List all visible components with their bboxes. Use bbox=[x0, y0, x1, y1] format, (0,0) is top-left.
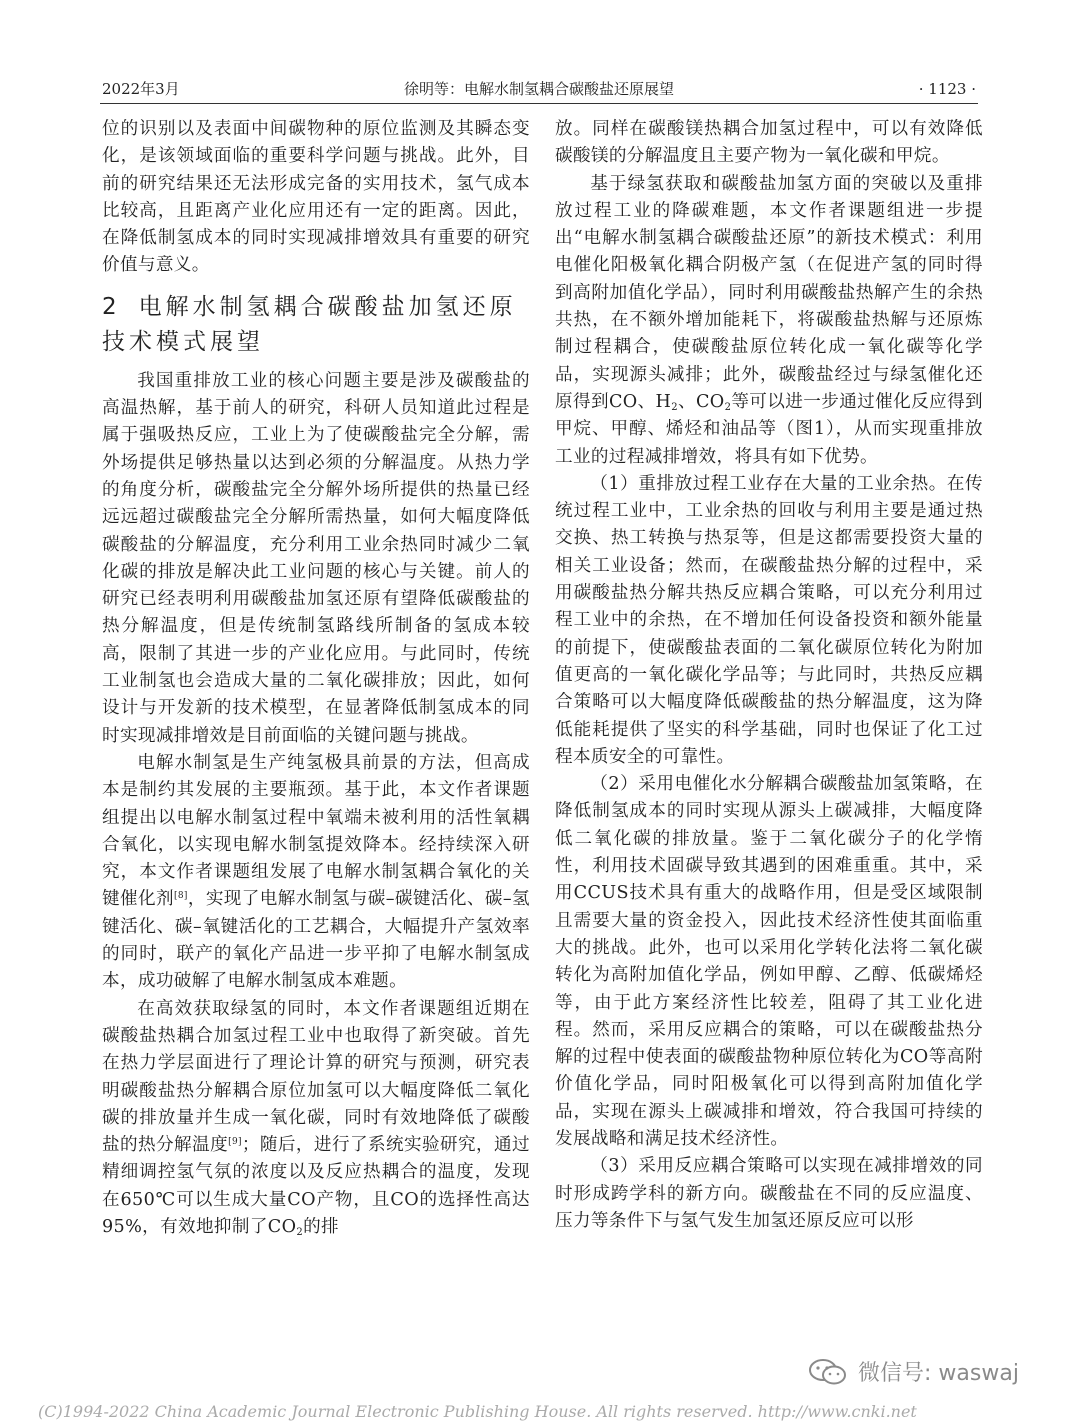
running-header bbox=[102, 76, 976, 102]
text-run: 在高效获取绿氢的同时，本文作者课题组近期在碳酸盐热耦合加氢过程工业中也取得了新突破。首先在热力学层面进行了理论计算的研究与预测，研究表明碳酸盐热分解耦合原位加氢可以大幅度降低二氧化碳的排放量并生成一氧化碳，同时有效地降低了碳酸盐的热分解温度 bbox=[102, 998, 530, 1156]
paragraph: （3）采用反应耦合策略可以实现在减排增效的同时形成跨学科的新方向。碳酸盐在不同的反应温度、压力等条件下与氢气发生加氢还原反应可以形 bbox=[555, 1156, 983, 1231]
header-rule bbox=[100, 103, 978, 104]
paragraph: 位的识别以及表面中间碳物种的原位监测及其瞬态变化，是该领域面临的重要科学问题与挑战。此外，目前的研究结果还无法形成完备的实用技术，氢气成本比较高，且距离产业化应用还有一定的距离。因此，在降低制氢成本的同时实现减排增效具有重要的研究价值与意义。 bbox=[102, 119, 530, 276]
page-number: · 1123 · bbox=[918, 80, 976, 98]
wechat-watermark bbox=[808, 1356, 1019, 1387]
header-title: 徐明等：电解水制氢耦合碳酸盐还原展望 bbox=[403, 80, 674, 98]
subscript: 2 bbox=[724, 401, 732, 413]
paragraph: （2）采用电催化水分解耦合碳酸盐加氢策略，在降低制氢成本的同时实现从源头上碳减排，大幅度降低二氧化碳的排放量。鉴于二氧化碳分子的化学惰性，利用技术固碳导致其遇到的困难重重。其中，采用CCUS技术具有重大的战略作用，但是受区域限制且需要大量的资金投入，因此技术经济性使其面临重大的挑战。此外，也可以采用化学转化法将二氧化碳转化为高附加值化学品，例如甲醇、乙醇、低碳烯烃等，由于此方案经济性比较差，阻碍了其工业化进程。然而，采用反应耦合的策略，可以在碳酸盐热分解的过程中使表面的碳酸盐物种原位转化为CO等高附价值化学品，同时阳极氧化可以得到高附加值化学品，实现在源头上碳减排和增效，符合我国可持续的发展战略和满足技术经济性。 bbox=[555, 774, 983, 1149]
citation-ref: [9] bbox=[228, 1137, 242, 1148]
text-run: 基于绿氢获取和碳酸盐加氢方面的突破以及重排放过程工业的降碳难题，本文作者课题组进一步提出“电解水制氢耦合碳酸盐还原”的新技术模式：利用电催化阳极氧化耦合阴极产氢（在促进产氢的同时得到高附加值化学品），同时利用碳酸盐热解产生的余热共热，在不额外增加能耗下，将碳酸盐热解与还原炼制过程耦合，使碳酸盐原位转化成一氧化碳等化学品，实现源头减排；此外，碳酸盐经过与绿氢催化还原得到CO、H bbox=[555, 173, 983, 412]
subscript: 2 bbox=[296, 1226, 304, 1238]
paragraph bbox=[555, 171, 983, 471]
text-run: 等可以进一步通过催化反应得到甲烷、甲醇、烯烃和油品等（图1），从而实现重排放工业的过程减排增效，将具有如下优势。 bbox=[555, 391, 983, 467]
text-run: ，实现了电解水制氢与碳–碳键活化、碳–氢键活化、碳–氧键活化的工艺耦合，大幅提升产氢效率的同时，联产的氧化产品进一步平抑了电解水制氢成本，成功破解了电解水制氢成本难题。 bbox=[102, 889, 530, 992]
text-run: ；随后，进行了系统实验研究，通过精细调控氢气氛的浓度以及反应热耦合的温度，发现在650℃可以生成大量CO产物，且CO的选择性高达95%，有效地抑制了CO bbox=[102, 1135, 530, 1237]
paragraph: （1）重排放过程工业存在大量的工业余热。在传统过程工业中，工业余热的回收与利用主要是通过热交换、热工转换与热泵等，但是这都需要投资大量的相关工业设备；然而，在碳酸盐热分解的过程中，采用碳酸盐热分解共热反应耦合策略，可以充分利用过程工业中的余热，在不增加任何设备投资和额外能量的前提下，使碳酸盐表面的二氧化碳原位转化为附加值更高的一氧化碳化学品等；与此同时，共热反应耦合策略可以大幅度降低碳酸盐的热分解温度，这为降低能耗提供了坚实的科学基础，同时也保证了化工过程本质安全的可靠性。 bbox=[555, 473, 983, 767]
right-column bbox=[555, 116, 983, 1235]
section-heading bbox=[102, 290, 530, 360]
paragraph bbox=[102, 996, 530, 1242]
text-run: 电解水制氢是生产纯氢极具前景的方法，但高成本是制约其发展的主要瓶颈。基于此，本文作者课题组提出以电解水制氢过程中氧端未被利用的活性氧耦合氧化，以实现电解水制氢提效降本。经持续深入研究，本文作者课题组发展了电解水制氢耦合氧化的关键催化剂 bbox=[102, 752, 530, 910]
subscript: 2 bbox=[671, 401, 678, 413]
watermark-text: 微信号: waswaj bbox=[858, 1361, 1019, 1386]
section-title: 电解水制氢耦合碳酸盐加氢还原技术模式展望 bbox=[102, 293, 517, 355]
wechat-icon bbox=[808, 1358, 848, 1386]
paragraph: 我国重排放工业的核心问题主要是涉及碳酸盐的高温热解，基于前人的研究，科研人员知道此过程是属于强吸热反应，工业上为了使碳酸盐完全分解，需外场提供足够热量以达到必须的分解温度。从热力学的角度分析，碳酸盐完全分解外场所提供的热量已经远远超过碳酸盐完全分解所需热量，如何大幅度降低碳酸盐的分解温度，充分利用工业余热同时减少二氧化碳的排放是解决此工业问题的核心与关键。前人的研究已经表明利用碳酸盐加氢还原有望降低碳酸盐的热分解温度，但是传统制氢路线所制备的氢成本较高，限制了其进一步的产业化应用。与此同时，传统工业制氢也会造成大量的二氧化碳排放；因此，如何设计与开发新的技术模型，在显著降低制氢成本的同时实现减排增效是目前面临的关键问题与挑战。 bbox=[102, 370, 530, 746]
paragraph: 放。同样在碳酸镁热耦合加氢过程中，可以有效降低碳酸镁的分解温度且主要产物为一氧化碳和甲烷。 bbox=[555, 119, 983, 167]
section-number: 2 bbox=[102, 293, 121, 320]
paragraph bbox=[102, 750, 530, 996]
left-column bbox=[102, 116, 530, 1241]
copyright-footer: (C)1994-2022 China Academic Journal Electronic Publishing House. All rights reserved. http://www.cnki.net bbox=[38, 1402, 917, 1421]
header-date: 2022年3月 bbox=[102, 80, 180, 98]
text-run: 的排 bbox=[303, 1216, 339, 1237]
text-run: 、CO bbox=[677, 391, 725, 412]
citation-ref: [8] bbox=[173, 891, 188, 902]
